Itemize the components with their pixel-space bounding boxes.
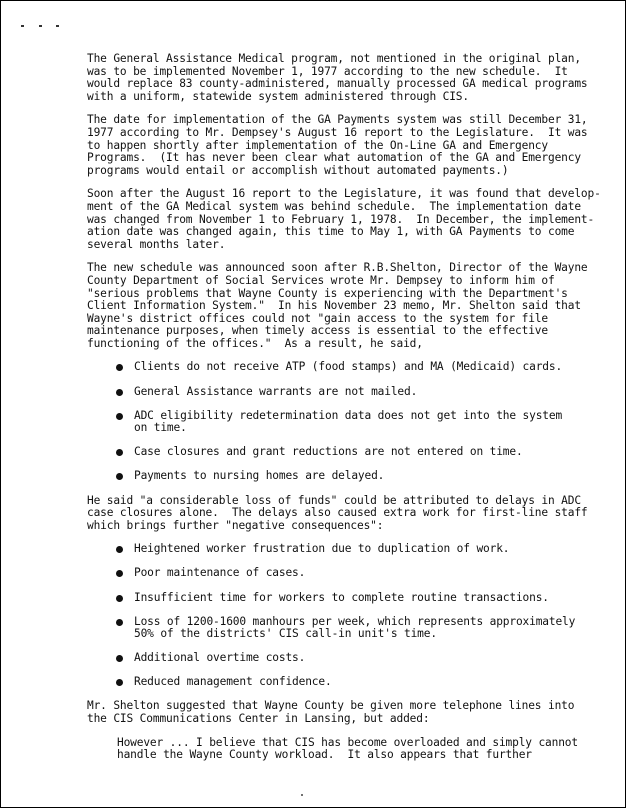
list-item-text: Payments to nursing homes are delayed. xyxy=(134,469,385,483)
list-item-text: Poor maintenance of cases. xyxy=(134,566,306,580)
paragraph: Mr. Shelton suggested that Wayne County be given more telephone lines into the CIS Communications Center in Lansing, but added: xyxy=(87,699,575,726)
bullet-list-consequences xyxy=(87,361,567,483)
list-item-text: General Assistance warrants are not mailed. xyxy=(134,384,418,398)
paragraph: The General Assistance Medical program, not mentioned in the original plan, was to be implemented November 1, 1977 according to the new schedule. It would replace 83 county-administered, manually processed GA medical programs with a uniform, statewide system administered through CIS. xyxy=(87,52,588,103)
list-item-text: Additional overtime costs. xyxy=(134,651,306,665)
list-item xyxy=(87,592,567,605)
bullet-icon xyxy=(116,595,123,602)
document-body xyxy=(87,52,601,762)
paragraph: He said "a considerable loss of funds" could be attributed to delays in ADC case closures alone. The delays also caused extra work for first-line staff which brings further "negative consequences": xyxy=(87,493,588,532)
paragraph: The date for implementation of the GA Payments system was still December 31, 1977 according to Mr. Dempsey's August 16 report to the Legislature. It was to happen shortly after implementation of the On-Line GA and Emergency Programs. (It has never been clear what automation of the GA and Emergency programs would entail or accomplish without automated payments.) xyxy=(87,113,588,177)
bullet-icon xyxy=(116,619,123,626)
scan-artifact xyxy=(21,25,24,27)
bullet-icon xyxy=(116,364,123,371)
list-item xyxy=(87,567,567,580)
list-item xyxy=(87,410,567,435)
paragraph: Soon after the August 16 report to the Legislature, it was found that develop- ment of the GA Medical system was behind schedule. The implementation date was changed from November 1 to February 1, 1978. In December, the implement- ation date was changed again, this time to May 1, with GA Payments to come several months later. xyxy=(87,187,601,251)
scan-artifact xyxy=(56,25,59,27)
block-quote: However ... I believe that CIS has become overloaded and simply cannot handle the Wayne County workload. It also appears that further xyxy=(117,735,578,762)
paragraph: The new schedule was announced soon after R.B.Shelton, Director of the Wayne County Department of Social Services wrote Mr. Dempsey to inform him of "serious problems that Wayne County is experiencing with the Department's Client Information System." In his November 23 memo, Mr. Shelton said that Wayne's district offices could not "gain access to the system for file maintenance purposes, when timely access is essential to the effective functioning of the offices." As a result, he said, xyxy=(87,261,588,350)
list-item-text: Clients do not receive ATP (food stamps) and MA (Medicaid) cards. xyxy=(134,360,563,374)
list-item-text: Loss of 1200-1600 manhours per week, which represents approximately 50% of the districts' CIS call-in unit's time. xyxy=(134,614,576,641)
list-item xyxy=(87,652,567,665)
bullet-icon xyxy=(116,655,123,662)
bullet-icon xyxy=(116,413,123,420)
list-item-text: Reduced management confidence. xyxy=(134,675,332,689)
bullet-icon xyxy=(116,679,123,686)
list-item xyxy=(87,470,567,483)
list-item xyxy=(87,543,567,556)
bullet-icon xyxy=(116,389,123,396)
list-item xyxy=(87,676,567,689)
list-item-text: Case closures and grant reductions are not entered on time. xyxy=(134,445,523,459)
bullet-icon xyxy=(116,473,123,480)
scan-artifact xyxy=(301,794,303,796)
list-item-text: ADC eligibility redetermination data does not get into the system on time. xyxy=(134,408,563,435)
bullet-icon xyxy=(116,449,123,456)
list-item-text: Heightened worker frustration due to duplication of work. xyxy=(134,542,510,556)
bullet-icon xyxy=(116,570,123,577)
list-item xyxy=(87,446,567,459)
bullet-icon xyxy=(116,546,123,553)
list-item-text: Insufficient time for workers to complete routine transactions. xyxy=(134,590,549,604)
scan-artifact xyxy=(39,25,42,27)
list-item xyxy=(87,614,576,641)
list-item xyxy=(87,386,567,399)
list-item xyxy=(87,361,567,374)
bullet-list-negative-consequences xyxy=(87,542,576,689)
